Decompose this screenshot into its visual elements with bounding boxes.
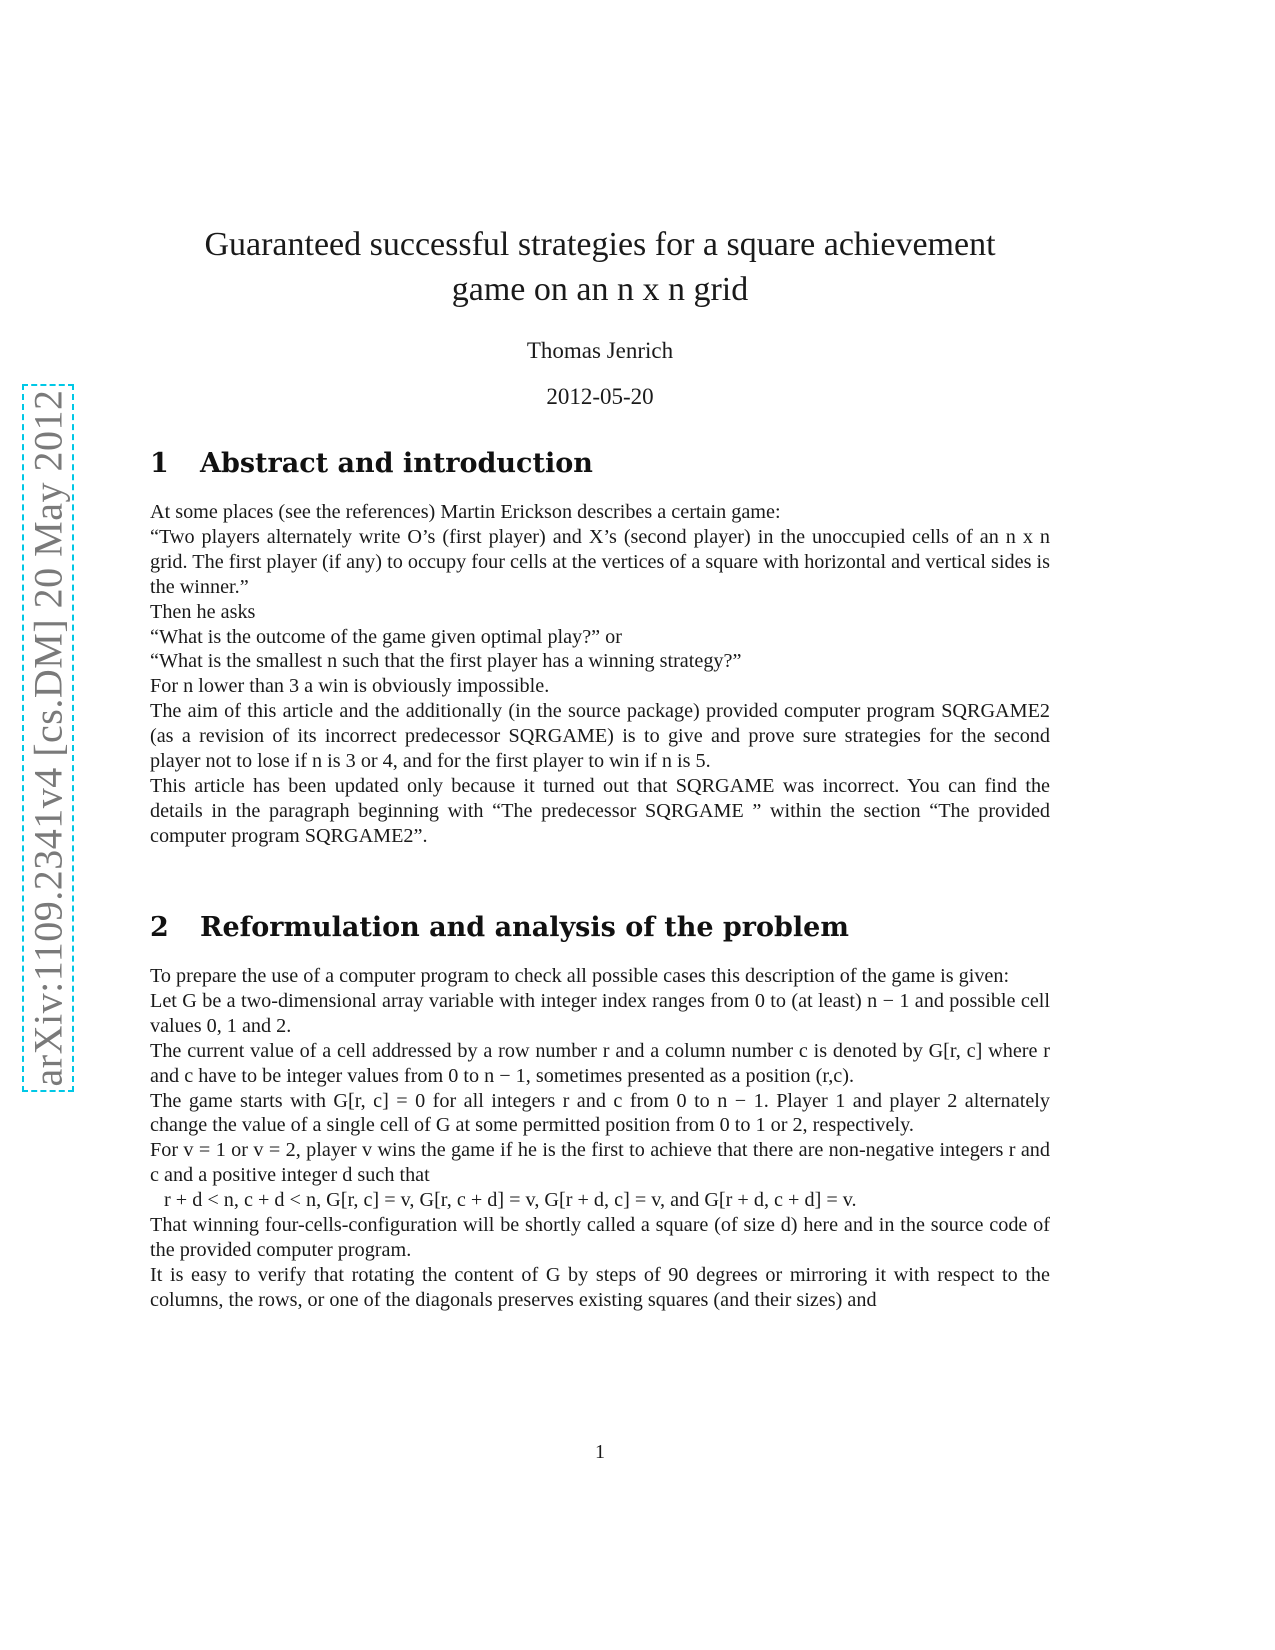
section-number: 1 xyxy=(150,448,169,479)
section-1-body xyxy=(150,500,1050,849)
paragraph: “What is the outcome of the game given optimal play?” or xyxy=(150,625,623,648)
paragraph: This article has been updated only because it turned out that SQRGAME was incorrect. You can find the details in the paragraph beginning with “The predecessor SQRGAME ” within the section “The provided computer program SQRGAME2”. xyxy=(150,774,1050,847)
section-title: Abstract and introduction xyxy=(200,448,593,479)
paragraph: That winning four-cells-configuration will be shortly called a square (of size d) here and in the source code of the provided computer program. xyxy=(150,1214,1050,1261)
arxiv-stamp xyxy=(22,384,74,1092)
title-line-2: game on an n x n grid xyxy=(451,271,749,308)
paragraph: “Two players alternately write O’s (first player) and X’s (second player) in the unoccupied cells of an n x n grid. The first player (if any) to occupy four cells at the vertices of a square with horizontal and vertical sides is the winner.” xyxy=(150,525,1050,598)
section-title: Reformulation and analysis of the problem xyxy=(200,912,849,943)
section-2-body xyxy=(150,964,1050,1313)
equation: r + d < n, c + d < n, G[r, c] = v, G[r, c + d] = v, G[r + d, c] = v, and G[r + d, c + d] = v. xyxy=(164,1189,857,1212)
paragraph: It is easy to verify that rotating the content of G by steps of 90 degrees or mirroring it with respect to the columns, the rows, or one of the diagonals preserves existing squares (and their sizes) and xyxy=(150,1263,1050,1311)
paper-title xyxy=(150,222,1050,312)
paragraph: The current value of a cell addressed by a row number r and a column number c is denoted by G[r, c] where r and c have to be integer values from 0 to n − 1, sometimes presented as a position (r,c). xyxy=(150,1039,1050,1087)
paragraph: At some places (see the references) Martin Erickson describes a certain game: xyxy=(150,501,781,523)
paragraph: For n lower than 3 a win is obviously impossible. xyxy=(150,675,550,698)
author: Thomas Jenrich xyxy=(526,338,674,363)
section-1-heading xyxy=(150,448,593,479)
date: 2012-05-20 xyxy=(546,384,654,409)
arxiv-id: arXiv:1109.2341v4 [cs.DM] 20 May 2012 xyxy=(25,389,71,1087)
page-number: 1 xyxy=(595,1441,605,1463)
section-2-heading xyxy=(150,912,849,943)
paragraph: “What is the smallest n such that the first player has a winning strategy?” xyxy=(150,650,742,673)
paragraph: The aim of this article and the additionally (in the source package) provided computer program SQRGAME2 (as a revision of its incorrect predecessor SQRGAME) is to give and prove sure strategies for the second player not to lose if n is 3 or 4, and for the first player to win if n is 5. xyxy=(150,700,1050,773)
paragraph: Let G be a two-dimensional array variable with integer index ranges from 0 to (at least) n − 1 and possible cell values 0, 1 and 2. xyxy=(150,989,1050,1037)
section-number: 2 xyxy=(150,912,169,943)
paragraph: For v = 1 or v = 2, player v wins the game if he is the first to achieve that there are non-negative integers r and c and a positive integer d such that xyxy=(150,1139,1050,1187)
paragraph: Then he asks xyxy=(150,600,256,623)
paragraph: The game starts with G[r, c] = 0 for all integers r and c from 0 to n − 1. Player 1 and player 2 alternately change the value of a single cell of G at some permitted position from 0 to 1 or 2, respectively. xyxy=(150,1089,1050,1137)
paragraph: To prepare the use of a computer program to check all possible cases this description of the game is given: xyxy=(150,965,1010,987)
title-line-1: Guaranteed successful strategies for a square achievement xyxy=(204,226,996,263)
